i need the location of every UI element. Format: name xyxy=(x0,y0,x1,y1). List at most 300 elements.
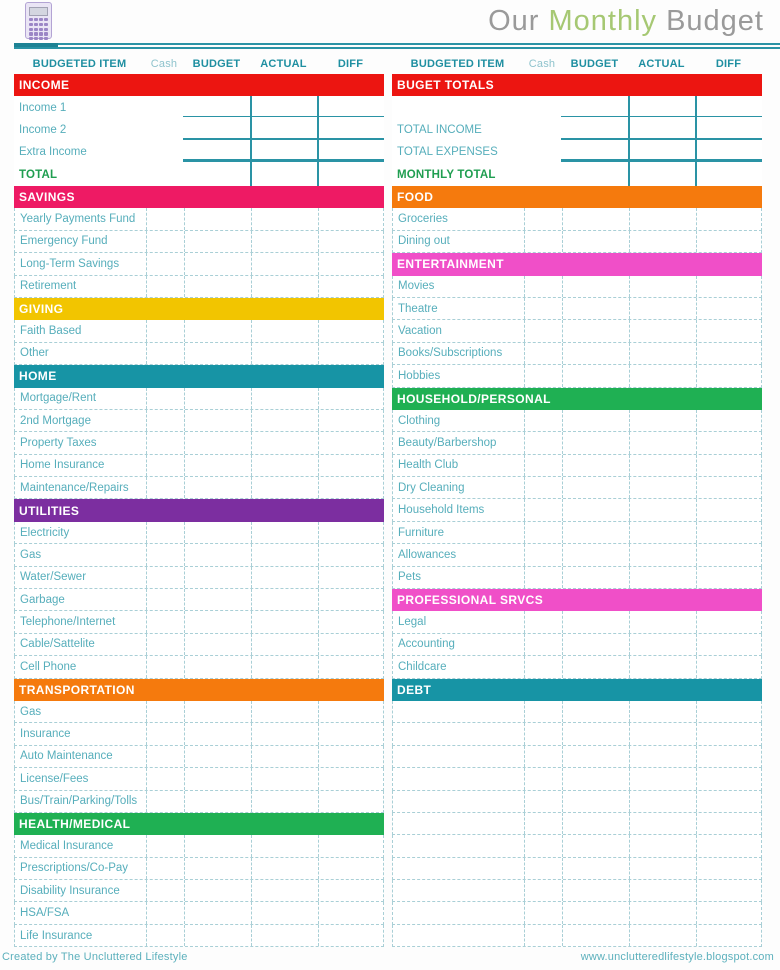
actual-cell[interactable] xyxy=(251,544,318,565)
actual-cell[interactable] xyxy=(251,253,318,274)
actual-cell[interactable] xyxy=(629,208,696,229)
entry-underline xyxy=(561,138,762,139)
cash-cell[interactable] xyxy=(524,768,562,789)
budget-cell[interactable] xyxy=(562,925,629,946)
cash-cell[interactable] xyxy=(524,835,562,856)
cash-cell[interactable] xyxy=(146,634,184,655)
calculator-screen xyxy=(29,7,48,16)
cash-cell[interactable] xyxy=(524,567,562,588)
column-header-row xyxy=(392,53,762,74)
budget-cell[interactable] xyxy=(562,231,629,252)
diff-cell[interactable] xyxy=(318,589,383,610)
cash-cell[interactable] xyxy=(524,791,562,812)
credit-text: Created by The Uncluttered Lifestyle xyxy=(2,951,188,963)
budget-cell[interactable] xyxy=(562,343,629,364)
budget-cell[interactable] xyxy=(184,320,251,341)
actual-cell[interactable] xyxy=(251,208,318,229)
cash-cell[interactable] xyxy=(146,544,184,565)
diff-cell[interactable] xyxy=(318,746,383,767)
budget-cell[interactable] xyxy=(184,567,251,588)
budget-cell[interactable] xyxy=(184,432,251,453)
actual-cell[interactable] xyxy=(251,768,318,789)
actual-cell[interactable] xyxy=(251,589,318,610)
row-label: Garbage xyxy=(20,593,65,606)
budget-cell[interactable] xyxy=(184,544,251,565)
budget-cell[interactable] xyxy=(562,611,629,632)
cash-cell[interactable] xyxy=(524,522,562,543)
cash-cell[interactable] xyxy=(146,410,184,431)
actual-cell[interactable] xyxy=(251,791,318,812)
budget-cell[interactable] xyxy=(562,768,629,789)
budget-cell[interactable] xyxy=(184,880,251,901)
actual-cell[interactable] xyxy=(629,432,696,453)
calculator-key xyxy=(39,32,43,35)
budget-cell[interactable] xyxy=(184,410,251,431)
diff-cell[interactable] xyxy=(318,611,383,632)
budget-cell[interactable] xyxy=(562,723,629,744)
budget-cell[interactable] xyxy=(184,231,251,252)
budget-cell[interactable] xyxy=(562,365,629,386)
budget-cell[interactable] xyxy=(562,746,629,767)
cash-cell[interactable] xyxy=(146,858,184,879)
cash-cell[interactable] xyxy=(146,746,184,767)
actual-cell[interactable] xyxy=(629,701,696,722)
diff-cell[interactable] xyxy=(696,432,761,453)
cash-cell[interactable] xyxy=(146,656,184,677)
actual-cell[interactable] xyxy=(629,276,696,297)
actual-cell[interactable] xyxy=(629,611,696,632)
totals-row-total-income: TOTAL INCOME xyxy=(397,123,482,136)
diff-cell[interactable] xyxy=(696,455,761,476)
diff-cell[interactable] xyxy=(696,611,761,632)
diff-cell[interactable] xyxy=(696,634,761,655)
row-label: Vacation xyxy=(398,325,442,338)
cash-cell[interactable] xyxy=(524,276,562,297)
actual-cell[interactable] xyxy=(629,544,696,565)
diff-cell[interactable] xyxy=(696,880,761,901)
budget-cell[interactable] xyxy=(562,544,629,565)
row-label: Water/Sewer xyxy=(20,571,87,584)
diff-cell[interactable] xyxy=(318,544,383,565)
budget-row-retirement xyxy=(14,276,384,298)
actual-cell[interactable] xyxy=(251,231,318,252)
budget-cell[interactable] xyxy=(184,858,251,879)
cash-cell[interactable] xyxy=(146,320,184,341)
diff-cell[interactable] xyxy=(696,343,761,364)
cash-cell[interactable] xyxy=(146,925,184,946)
calculator-key xyxy=(29,28,33,31)
entry-underline xyxy=(561,116,762,117)
actual-cell[interactable] xyxy=(251,701,318,722)
diff-cell[interactable] xyxy=(318,880,383,901)
diff-cell[interactable] xyxy=(696,813,761,834)
actual-cell[interactable] xyxy=(629,880,696,901)
cash-cell[interactable] xyxy=(524,701,562,722)
actual-cell[interactable] xyxy=(629,634,696,655)
cash-cell[interactable] xyxy=(524,634,562,655)
diff-cell[interactable] xyxy=(696,276,761,297)
actual-cell[interactable] xyxy=(629,499,696,520)
actual-cell[interactable] xyxy=(251,902,318,923)
cash-cell[interactable] xyxy=(524,499,562,520)
cash-cell[interactable] xyxy=(146,208,184,229)
row-label: Pets xyxy=(398,571,422,584)
budget-row-electricity xyxy=(14,522,384,544)
calculator-key xyxy=(44,28,48,31)
row-label: 2nd Mortgage xyxy=(20,414,91,427)
actual-cell[interactable] xyxy=(629,231,696,252)
calculator-key xyxy=(34,18,38,21)
cash-cell[interactable] xyxy=(146,723,184,744)
diff-cell[interactable] xyxy=(696,701,761,722)
calculator-key xyxy=(29,18,33,21)
budget-cell[interactable] xyxy=(184,276,251,297)
diff-cell[interactable] xyxy=(696,656,761,677)
diff-cell[interactable] xyxy=(318,522,383,543)
budget-row-gas xyxy=(14,544,384,566)
budget-row-accounting xyxy=(392,634,762,656)
cash-cell[interactable] xyxy=(146,231,184,252)
actual-cell[interactable] xyxy=(251,410,318,431)
row-label: Clothing xyxy=(398,414,441,427)
actual-cell[interactable] xyxy=(251,925,318,946)
cash-cell[interactable] xyxy=(146,253,184,274)
row-label: Childcare xyxy=(398,660,447,673)
diff-cell[interactable] xyxy=(318,858,383,879)
diff-cell[interactable] xyxy=(318,276,383,297)
budget-cell[interactable] xyxy=(184,723,251,744)
budget-row-movies xyxy=(392,276,762,298)
budget-cell[interactable] xyxy=(562,276,629,297)
budget-row-blank xyxy=(392,902,762,924)
row-label: Household Items xyxy=(398,504,485,517)
budget-cell[interactable] xyxy=(562,902,629,923)
budget-row-blank xyxy=(392,746,762,768)
actual-cell[interactable] xyxy=(251,634,318,655)
diff-cell[interactable] xyxy=(318,925,383,946)
diff-cell[interactable] xyxy=(318,701,383,722)
row-label xyxy=(393,858,524,879)
section-header-buget-totals: BUGET TOTALS xyxy=(392,74,762,96)
actual-cell[interactable] xyxy=(629,365,696,386)
actual-cell[interactable] xyxy=(629,858,696,879)
actual-cell[interactable] xyxy=(251,455,318,476)
budget-cell[interactable] xyxy=(562,522,629,543)
actual-cell[interactable] xyxy=(251,858,318,879)
row-label: HSA/FSA xyxy=(20,907,70,920)
budget-cell[interactable] xyxy=(562,701,629,722)
budget-cell[interactable] xyxy=(184,388,251,409)
diff-cell[interactable] xyxy=(318,208,383,229)
row-label: Bus/Train/Parking/Tolls xyxy=(20,795,138,808)
row-label: Dry Cleaning xyxy=(398,481,465,494)
cash-cell[interactable] xyxy=(524,925,562,946)
actual-cell[interactable] xyxy=(629,835,696,856)
section-header-professional-srvcs: PROFESSIONAL SRVCS xyxy=(392,589,762,611)
cash-cell[interactable] xyxy=(146,701,184,722)
diff-cell[interactable] xyxy=(696,925,761,946)
budget-cell[interactable] xyxy=(562,634,629,655)
cash-cell[interactable] xyxy=(524,813,562,834)
budget-row-furniture xyxy=(392,522,762,544)
row-label: License/Fees xyxy=(20,772,89,785)
diff-cell[interactable] xyxy=(318,432,383,453)
actual-cell[interactable] xyxy=(629,567,696,588)
cash-cell[interactable] xyxy=(146,522,184,543)
section-header-food: FOOD xyxy=(392,186,762,208)
budget-cell[interactable] xyxy=(184,902,251,923)
budget-cell[interactable] xyxy=(184,835,251,856)
cash-cell[interactable] xyxy=(524,343,562,364)
diff-cell[interactable] xyxy=(318,791,383,812)
cash-cell[interactable] xyxy=(524,656,562,677)
diff-cell[interactable] xyxy=(696,723,761,744)
cash-cell[interactable] xyxy=(146,455,184,476)
column-header-budgeted-item: BUDGETED ITEM xyxy=(410,57,505,70)
diff-cell[interactable] xyxy=(318,231,383,252)
row-label: Hobbies xyxy=(398,369,441,382)
budget-cell[interactable] xyxy=(562,477,629,498)
actual-cell[interactable] xyxy=(629,813,696,834)
actual-cell[interactable] xyxy=(251,880,318,901)
cash-cell[interactable] xyxy=(524,746,562,767)
calculator-key xyxy=(39,23,43,26)
diff-cell[interactable] xyxy=(318,656,383,677)
diff-cell[interactable] xyxy=(318,388,383,409)
diff-cell[interactable] xyxy=(696,791,761,812)
budget-cell[interactable] xyxy=(184,253,251,274)
actual-cell[interactable] xyxy=(629,343,696,364)
diff-cell[interactable] xyxy=(696,410,761,431)
row-label: Life Insurance xyxy=(20,929,93,942)
budget-cell[interactable] xyxy=(562,208,629,229)
actual-cell[interactable] xyxy=(629,410,696,431)
cash-cell[interactable] xyxy=(524,544,562,565)
actual-cell[interactable] xyxy=(251,477,318,498)
cash-cell[interactable] xyxy=(524,455,562,476)
diff-cell[interactable] xyxy=(696,544,761,565)
cash-cell[interactable] xyxy=(146,768,184,789)
diff-cell[interactable] xyxy=(318,343,383,364)
diff-cell[interactable] xyxy=(318,455,383,476)
cash-cell[interactable] xyxy=(524,902,562,923)
actual-cell[interactable] xyxy=(251,611,318,632)
cash-cell[interactable] xyxy=(146,432,184,453)
actual-cell[interactable] xyxy=(629,723,696,744)
actual-cell[interactable] xyxy=(251,567,318,588)
budget-row-hobbies xyxy=(392,365,762,387)
cash-cell[interactable] xyxy=(146,589,184,610)
diff-cell[interactable] xyxy=(696,477,761,498)
cash-cell[interactable] xyxy=(524,320,562,341)
diff-cell[interactable] xyxy=(318,567,383,588)
diff-cell[interactable] xyxy=(696,768,761,789)
budget-row-medical-insurance xyxy=(14,835,384,857)
budget-cell[interactable] xyxy=(184,634,251,655)
cash-cell[interactable] xyxy=(524,298,562,319)
diff-cell[interactable] xyxy=(318,768,383,789)
actual-cell[interactable] xyxy=(251,432,318,453)
actual-cell[interactable] xyxy=(251,388,318,409)
budget-cell[interactable] xyxy=(184,522,251,543)
cash-cell[interactable] xyxy=(524,611,562,632)
actual-cell[interactable] xyxy=(251,835,318,856)
cash-cell[interactable] xyxy=(524,410,562,431)
budget-row-blank xyxy=(392,858,762,880)
diff-cell[interactable] xyxy=(696,567,761,588)
budget-cell[interactable] xyxy=(184,746,251,767)
section-header-home: HOME xyxy=(14,365,384,387)
diff-cell[interactable] xyxy=(318,320,383,341)
page-title xyxy=(488,5,764,38)
budget-row-allowances xyxy=(392,544,762,566)
budget-cell[interactable] xyxy=(184,701,251,722)
budget-row-faith-based xyxy=(14,320,384,342)
cash-cell[interactable] xyxy=(146,902,184,923)
actual-cell[interactable] xyxy=(251,656,318,677)
budget-cell[interactable] xyxy=(184,455,251,476)
budget-cell[interactable] xyxy=(562,656,629,677)
cash-cell[interactable] xyxy=(524,208,562,229)
budget-cell[interactable] xyxy=(562,858,629,879)
budget-cell[interactable] xyxy=(184,611,251,632)
budget-cell[interactable] xyxy=(562,455,629,476)
cash-cell[interactable] xyxy=(146,791,184,812)
actual-cell[interactable] xyxy=(629,902,696,923)
diff-cell[interactable] xyxy=(696,522,761,543)
actual-cell[interactable] xyxy=(629,522,696,543)
diff-cell[interactable] xyxy=(696,320,761,341)
diff-cell[interactable] xyxy=(696,365,761,386)
row-label: Faith Based xyxy=(20,325,82,338)
website-url: www.unclutteredlifestyle.blogspot.com xyxy=(580,951,774,963)
diff-cell[interactable] xyxy=(318,902,383,923)
cash-cell[interactable] xyxy=(146,343,184,364)
row-label: Auto Maintenance xyxy=(20,750,113,763)
diff-cell[interactable] xyxy=(318,723,383,744)
budget-cell[interactable] xyxy=(562,791,629,812)
diff-cell[interactable] xyxy=(696,208,761,229)
budget-row-cell-phone xyxy=(14,656,384,678)
diff-cell[interactable] xyxy=(318,410,383,431)
diff-cell[interactable] xyxy=(696,858,761,879)
actual-cell[interactable] xyxy=(251,320,318,341)
budget-cell[interactable] xyxy=(184,768,251,789)
totals-area-buget-totals xyxy=(392,96,762,186)
budget-cell[interactable] xyxy=(184,925,251,946)
diff-cell[interactable] xyxy=(696,231,761,252)
section-header-health-medical: HEALTH/MEDICAL xyxy=(14,813,384,835)
budget-cell[interactable] xyxy=(562,813,629,834)
actual-cell[interactable] xyxy=(629,656,696,677)
cash-cell[interactable] xyxy=(146,835,184,856)
budget-cell[interactable] xyxy=(184,477,251,498)
budget-cell[interactable] xyxy=(562,298,629,319)
cash-cell[interactable] xyxy=(146,388,184,409)
budget-row-theatre xyxy=(392,298,762,320)
budget-row-blank xyxy=(392,925,762,947)
calculator-key xyxy=(44,37,48,40)
diff-cell[interactable] xyxy=(318,477,383,498)
row-label: Medical Insurance xyxy=(20,840,114,852)
actual-cell[interactable] xyxy=(629,791,696,812)
actual-cell[interactable] xyxy=(251,522,318,543)
cash-cell[interactable] xyxy=(524,477,562,498)
budget-tables xyxy=(14,53,762,947)
row-label: Emergency Fund xyxy=(20,235,108,248)
cash-cell[interactable] xyxy=(524,880,562,901)
cash-cell[interactable] xyxy=(524,231,562,252)
actual-cell[interactable] xyxy=(629,925,696,946)
budget-cell[interactable] xyxy=(562,432,629,453)
budget-cell[interactable] xyxy=(184,656,251,677)
entry-underline xyxy=(183,138,384,139)
calculator-key xyxy=(29,23,33,26)
diff-cell[interactable] xyxy=(318,835,383,856)
actual-cell[interactable] xyxy=(251,276,318,297)
budget-row-license-fees xyxy=(14,768,384,790)
cash-cell[interactable] xyxy=(146,611,184,632)
budget-cell[interactable] xyxy=(562,880,629,901)
budget-row-maintenance-repairs xyxy=(14,477,384,499)
row-label: Telephone/Internet xyxy=(20,616,116,629)
budget-cell[interactable] xyxy=(184,208,251,229)
diff-cell[interactable] xyxy=(696,902,761,923)
budget-cell[interactable] xyxy=(184,343,251,364)
actual-cell[interactable] xyxy=(629,455,696,476)
calculator-key xyxy=(44,32,48,35)
actual-cell[interactable] xyxy=(629,477,696,498)
budget-cell[interactable] xyxy=(184,589,251,610)
diff-cell[interactable] xyxy=(696,835,761,856)
budget-cell[interactable] xyxy=(184,791,251,812)
cash-cell[interactable] xyxy=(524,365,562,386)
budget-cell[interactable] xyxy=(562,410,629,431)
diff-cell[interactable] xyxy=(696,746,761,767)
actual-cell[interactable] xyxy=(251,343,318,364)
calculator-key xyxy=(39,28,43,31)
diff-cell[interactable] xyxy=(318,253,383,274)
cash-cell[interactable] xyxy=(524,432,562,453)
diff-cell[interactable] xyxy=(318,634,383,655)
diff-cell[interactable] xyxy=(696,298,761,319)
actual-cell[interactable] xyxy=(629,768,696,789)
calculator-key xyxy=(34,28,38,31)
cash-cell[interactable] xyxy=(146,880,184,901)
cash-cell[interactable] xyxy=(524,723,562,744)
actual-cell[interactable] xyxy=(629,320,696,341)
actual-cell[interactable] xyxy=(629,298,696,319)
budget-cell[interactable] xyxy=(562,320,629,341)
budget-row-auto-maintenance xyxy=(14,746,384,768)
budget-cell[interactable] xyxy=(562,499,629,520)
cash-cell[interactable] xyxy=(146,567,184,588)
cash-cell[interactable] xyxy=(146,276,184,297)
actual-cell[interactable] xyxy=(251,723,318,744)
actual-cell[interactable] xyxy=(629,746,696,767)
cash-cell[interactable] xyxy=(524,858,562,879)
calculator-key xyxy=(44,23,48,26)
actual-cell[interactable] xyxy=(251,746,318,767)
budget-cell[interactable] xyxy=(562,567,629,588)
column-header-actual: ACTUAL xyxy=(638,57,685,70)
entry-underline xyxy=(561,159,762,162)
budget-cell[interactable] xyxy=(562,835,629,856)
cash-cell[interactable] xyxy=(146,477,184,498)
column-header-budgeted-item: BUDGETED ITEM xyxy=(32,57,127,70)
diff-cell[interactable] xyxy=(696,499,761,520)
budget-row-pets xyxy=(392,567,762,589)
